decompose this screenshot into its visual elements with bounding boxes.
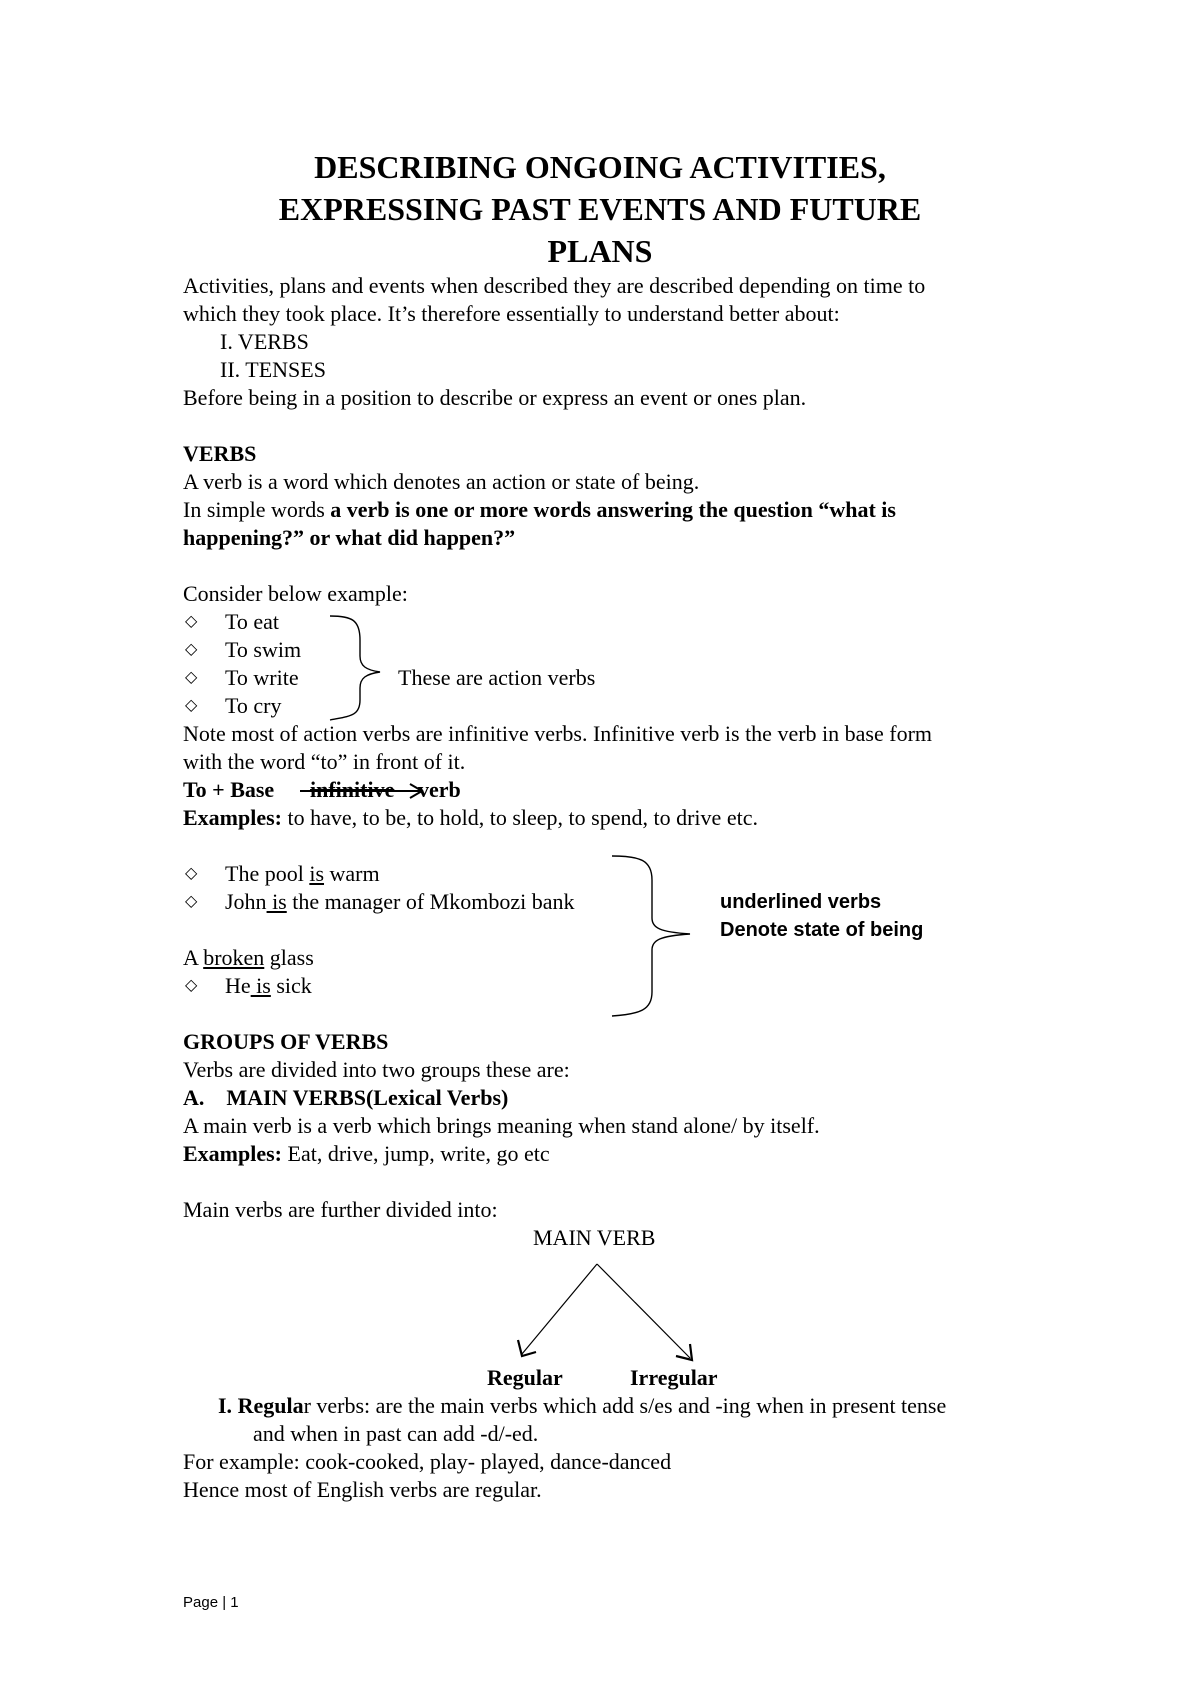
state-text: glass bbox=[264, 945, 314, 970]
examples-label: Examples: bbox=[183, 805, 282, 830]
state-verb: broken bbox=[203, 945, 265, 970]
intro-line-3: Before being in a position to describe or express an event or ones plan. bbox=[183, 385, 807, 410]
state-verb: is bbox=[309, 861, 325, 886]
note-line-2: with the word “to” in front of it. bbox=[183, 749, 466, 774]
diamond-bullet-icon: ◇ bbox=[185, 641, 198, 658]
action-item: To swim bbox=[225, 637, 302, 662]
regular-bold: Regula bbox=[237, 1393, 304, 1418]
tree-right-label: Irregular bbox=[630, 1365, 718, 1390]
examples-label: Examples: bbox=[183, 1141, 282, 1166]
regular-line-2: and when in past can add -d/-ed. bbox=[253, 1421, 539, 1446]
regular-number: I. bbox=[218, 1393, 238, 1418]
tree-right-arrow-line bbox=[597, 1264, 690, 1358]
state-text: He bbox=[225, 973, 251, 998]
regular-example: For example: cook-cooked, play- played, dance-danced bbox=[183, 1449, 672, 1474]
verbs-heading: VERBS bbox=[183, 441, 257, 466]
formula-infinitive: infinitive bbox=[310, 777, 395, 802]
examples-text: Eat, drive, jump, write, go etc bbox=[282, 1141, 550, 1166]
state-verb: is bbox=[250, 973, 271, 998]
action-item: To eat bbox=[225, 609, 280, 634]
state-label-1: underlined verbs bbox=[720, 891, 882, 913]
intro-line-1: Activities, plans and events when described they are described depending on time to bbox=[183, 273, 926, 298]
tree-left-label: Regular bbox=[487, 1365, 563, 1390]
diamond-bullet-icon: ◇ bbox=[185, 697, 198, 714]
title-line-2: EXPRESSING PAST EVENTS AND FUTURE bbox=[278, 191, 922, 227]
state-text: the manager of Mkombozi bank bbox=[286, 889, 575, 914]
verbs-simple-prefix: In simple words bbox=[183, 497, 331, 522]
diamond-bullet-icon: ◇ bbox=[185, 977, 198, 994]
verbs-simple-bold-2: happening?” or what did happen?” bbox=[183, 525, 516, 550]
formula-left: To + Base bbox=[183, 777, 275, 802]
formula-right: verb bbox=[418, 777, 461, 802]
title-line-3: PLANS bbox=[547, 233, 653, 269]
state-label-2: Denote state of being bbox=[720, 919, 924, 941]
consider-line: Consider below example: bbox=[183, 581, 408, 606]
state-text: The pool bbox=[225, 861, 310, 886]
regular-text: r verbs: are the main verbs which add s/es and -ing when in present tense bbox=[303, 1393, 947, 1418]
diamond-bullet-icon: ◇ bbox=[185, 893, 198, 910]
title-line-1: DESCRIBING ONGOING ACTIVITIES, bbox=[314, 149, 886, 185]
note-line-1: Note most of action verbs are infinitive verbs. Infinitive verb is the verb in base form bbox=[183, 721, 933, 746]
further-divided: Main verbs are further divided into: bbox=[183, 1197, 498, 1222]
section-letter: A. bbox=[183, 1085, 205, 1110]
page-footer: Page | 1 bbox=[183, 1594, 239, 1611]
diamond-bullet-icon: ◇ bbox=[185, 613, 198, 630]
tree-left-arrow-line bbox=[522, 1264, 597, 1354]
state-text: John bbox=[225, 889, 267, 914]
intro-item-tenses: II. TENSES bbox=[220, 357, 326, 382]
examples-text: to have, to be, to hold, to sleep, to spend, to drive etc. bbox=[282, 805, 758, 830]
intro-line-2: which they took place. It’s therefore essentially to understand better about: bbox=[183, 301, 840, 326]
groups-intro: Verbs are divided into two groups these are: bbox=[183, 1057, 570, 1082]
state-text: warm bbox=[324, 861, 380, 886]
action-item: To write bbox=[225, 665, 299, 690]
diamond-bullet-icon: ◇ bbox=[185, 669, 198, 686]
state-verb: is bbox=[266, 889, 287, 914]
state-brace-icon bbox=[612, 856, 690, 1016]
groups-heading: GROUPS OF VERBS bbox=[183, 1029, 389, 1054]
state-text: sick bbox=[270, 973, 312, 998]
action-brace-icon bbox=[330, 616, 380, 720]
state-text: A bbox=[183, 945, 204, 970]
regular-hence: Hence most of English verbs are regular. bbox=[183, 1477, 542, 1502]
verbs-simple-bold: a verb is one or more words answering the question “what is bbox=[330, 497, 896, 522]
action-item: To cry bbox=[225, 693, 282, 718]
diamond-bullet-icon: ◇ bbox=[185, 865, 198, 882]
intro-item-verbs: I. VERBS bbox=[220, 329, 309, 354]
action-verbs-label: These are action verbs bbox=[398, 665, 596, 690]
main-verb-definition: A main verb is a verb which brings meaning when stand alone/ by itself. bbox=[183, 1113, 820, 1138]
main-verbs-title: MAIN VERBS(Lexical Verbs) bbox=[226, 1085, 509, 1110]
verbs-definition: A verb is a word which denotes an action or state of being. bbox=[183, 469, 700, 494]
tree-root-label: MAIN VERB bbox=[533, 1225, 656, 1250]
